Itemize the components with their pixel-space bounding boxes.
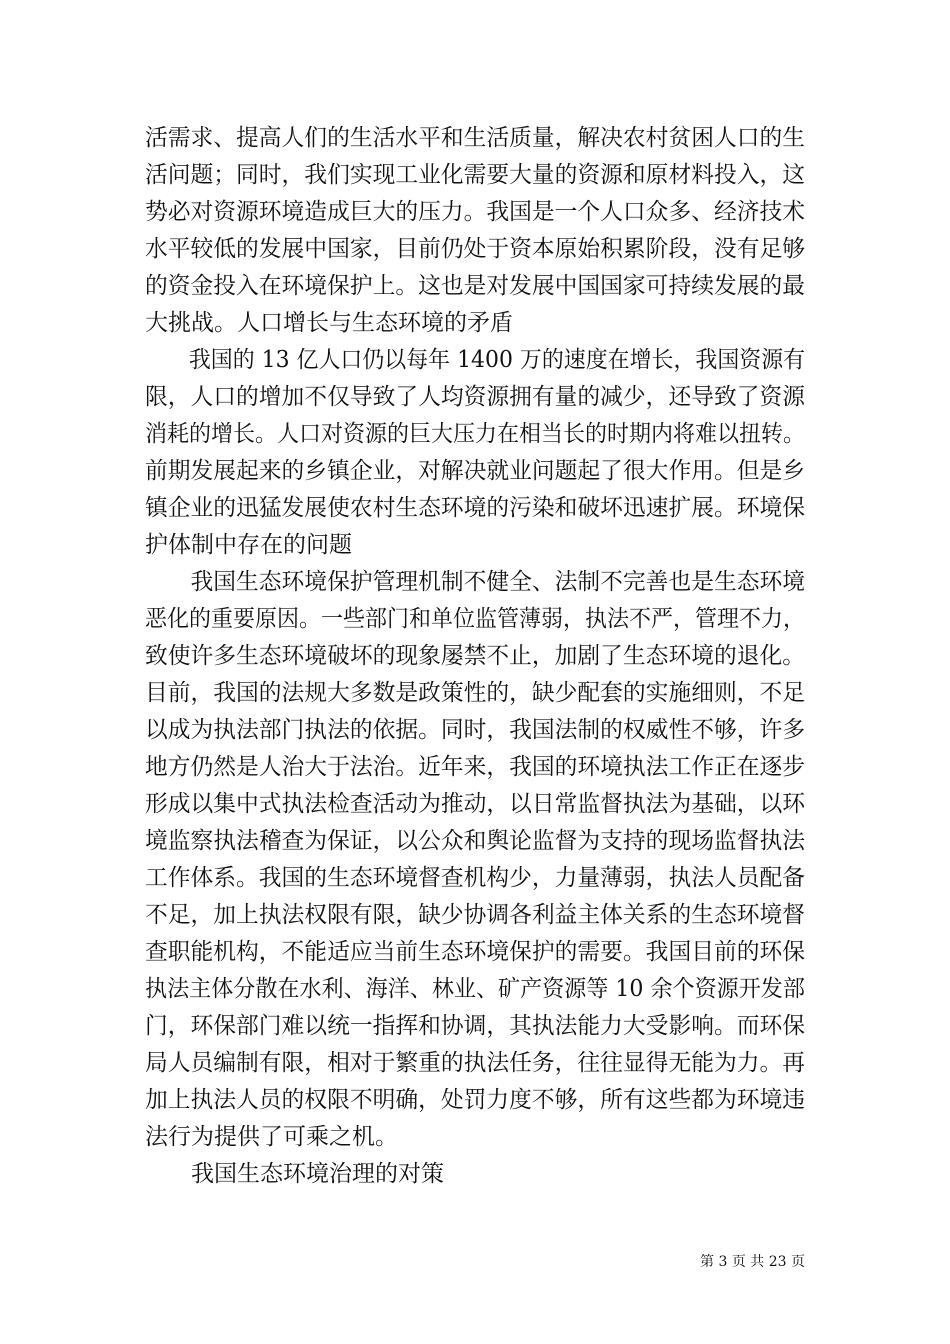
text-line: 镇企业的迅猛发展使农村生态环境的污染和破坏迅速扩展。环境保 [145, 495, 805, 521]
text-line: 工作体系。我国的生态环境督查机构少，力量薄弱，执法人员配备 [145, 865, 805, 891]
text-line: 局人员编制有限，相对于繁重的执法任务，往往显得无能为力。再 [145, 1050, 805, 1076]
text-line: 活需求、提高人们的生活水平和生活质量，解决农村贫困人口的生 [145, 125, 805, 151]
text-line: 法行为提供了可乘之机。 [145, 1124, 398, 1150]
text-line: 形成以集中式执法检查活动为推动，以日常监督执法为基础，以环 [145, 791, 805, 817]
paragraph-start-line: 我国生态环境保护管理机制不健全、法制不完善也是生态环境 [145, 569, 805, 595]
text-line: 以成为执法部门执法的依据。同时，我国法制的权威性不够，许多 [145, 717, 805, 743]
text-line: 限，人口的增加不仅导致了人均资源拥有量的减少，还导致了资源 [145, 384, 805, 410]
text-line: 地方仍然是人治大于法治。近年来，我国的环境执法工作正在逐步 [145, 754, 805, 780]
text-line: 势必对资源环境造成巨大的压力。我国是一个人口众多、经济技术 [145, 199, 805, 225]
text-line: 致使许多生态环境破坏的现象屡禁不止，加剧了生态环境的退化。 [145, 643, 805, 669]
text-line: 大挑战。人口增长与生态环境的矛盾 [145, 310, 513, 336]
text-line: 查职能机构，不能适应当前生态环境保护的需要。我国目前的环保 [145, 939, 805, 965]
text-line: 恶化的重要原因。一些部门和单位监管薄弱，执法不严，管理不力， [145, 606, 805, 632]
text-line: 目前，我国的法规大多数是政策性的，缺少配套的实施细则，不足 [145, 680, 805, 706]
text-line: 加上执法人员的权限不明确，处罚力度不够，所有这些都为环境违 [145, 1087, 805, 1113]
text-line: 消耗的增长。人口对资源的巨大压力在相当长的时期内将难以扭转。 [145, 421, 805, 447]
text-line: 执法主体分散在水利、海洋、林业、矿产资源等 10 余个资源开发部 [145, 976, 805, 1002]
text-line: 门，环保部门难以统一指挥和协调，其执法能力大受影响。而环保 [145, 1013, 805, 1039]
text-line: 前期发展起来的乡镇企业，对解决就业问题起了很大作用。但是乡 [145, 458, 805, 484]
text-line: 护体制中存在的问题 [145, 532, 352, 558]
text-line: 不足，加上执法权限有限，缺少协调各利益主体关系的生态环境督 [145, 902, 805, 928]
section-heading: 我国生态环境治理的对策 [145, 1161, 444, 1187]
text-line: 水平较低的发展中国家，目前仍处于资本原始积累阶段，没有足够 [145, 236, 805, 262]
text-line: 活问题；同时，我们实现工业化需要大量的资源和原材料投入，这 [145, 162, 805, 188]
text-line: 的资金投入在环境保护上。这也是对发展中国国家可持续发展的最 [145, 273, 805, 299]
page-number: 第 3 页 共 23 页 [700, 1254, 805, 1270]
text-line: 境监察执法稽查为保证，以公众和舆论监督为支持的现场监督执法 [145, 828, 805, 854]
paragraph-start-line: 我国的 13 亿人口仍以每年 1400 万的速度在增长，我国资源有 [145, 347, 806, 373]
